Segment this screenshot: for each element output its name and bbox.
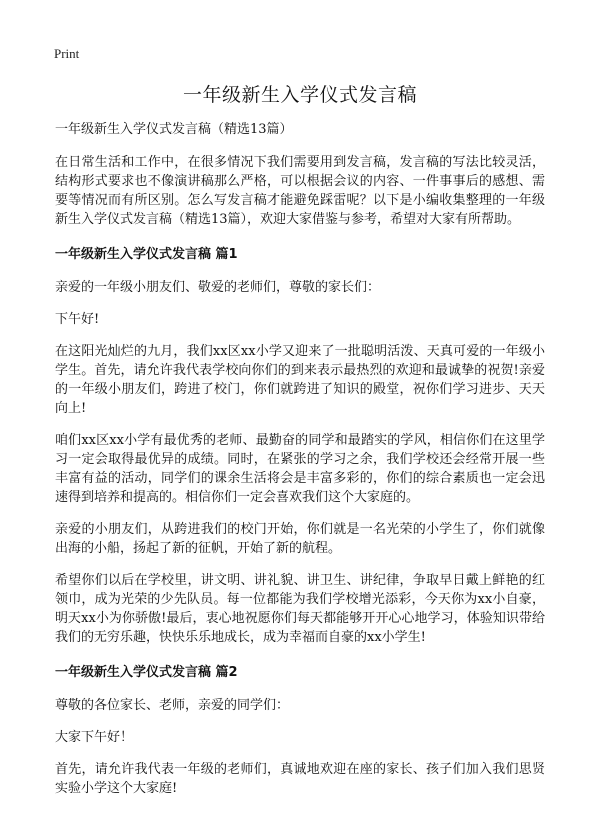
section-1-greeting: 下午好! xyxy=(55,312,100,327)
section-2-salutation: 尊敬的各位家长、老师，亲爱的同学们： xyxy=(55,698,290,713)
intro-paragraph: 在日常生活和工作中，在很多情况下我们需要用到发言稿，发言稿的写法比较灵活，结构形式要求也不像演讲稿那么严格，可以根据会议的内容、一件事事后的感想、需要等情况而有所区别。怎么写发言稿才能避免踩雷呢？以下是小编收集整理的一年级新生入学仪式发言稿（精选13篇），欢迎大家借鉴与参考，希望对大家有所帮助。 xyxy=(55,155,545,227)
section-heading-1: 一年级新生入学仪式发言稿 篇1 xyxy=(55,247,238,262)
section-1-paragraph: 亲爱的小朋友们，从跨进我们的校门开始，你们就是一名光荣的小学生了，你们就像出海的小船，扬起了新的征帆，开始了新的航程。 xyxy=(55,522,545,556)
section-2-greeting: 大家下午好！ xyxy=(55,730,134,745)
section-1-salutation: 亲爱的一年级小朋友们、敬爱的老师们，尊敬的家长们： xyxy=(55,280,381,295)
section-1-paragraph: 希望你们以后在学校里，讲文明、讲礼貌、讲卫生、讲纪律，争取早日戴上鲜艳的红领巾，成为光荣的少先队员。每一位都能为我们学校增光添彩，今天你为xx小自豪，明天xx小为你骄傲!最后，衷心地祝愿你们每天都能够开开心心地学习，体验知识带给我们的无穷乐趣，快快乐乐地成长，成为幸福而自豪的xx小学生! xyxy=(55,573,545,645)
section-1-paragraph: 咱们xx区xx小学有最优秀的老师、最勤奋的同学和最踏实的学风，相信你们在这里学习一定会取得最优异的成绩。同时，在紧张的学习之余，我们学校还会经常开展一些丰富有益的活动，同学们的课余生活将会是丰富多彩的，你们的综合素质也一定会迅速得到培养和提高的。相信你们一定会喜欢我们这个大家庭的。 xyxy=(55,433,545,505)
page-title: 一年级新生入学仪式发言稿 xyxy=(182,84,417,106)
section-2-paragraph: 首先，请允许我代表一年级的老师们，真诚地欢迎在座的家长、孩子们加入我们思贤实验小学这个大家庭! xyxy=(55,762,545,796)
print-link[interactable]: Print xyxy=(54,46,80,61)
section-1-paragraph: 在这阳光灿烂的九月，我们xx区xx小学又迎来了一批聪明活泼、天真可爱的一年级小学生。首先，请允许我代表学校向你们的到来表示最热烈的欢迎和最诚挚的祝贺!亲爱的一年级小朋友们，跨进了校门，你们就跨进了知识的殿堂，祝你们学习进步、天天向上! xyxy=(55,344,545,416)
document-subtitle: 一年级新生入学仪式发言稿（精选13篇） xyxy=(55,122,293,137)
section-heading-2: 一年级新生入学仪式发言稿 篇2 xyxy=(55,665,238,680)
